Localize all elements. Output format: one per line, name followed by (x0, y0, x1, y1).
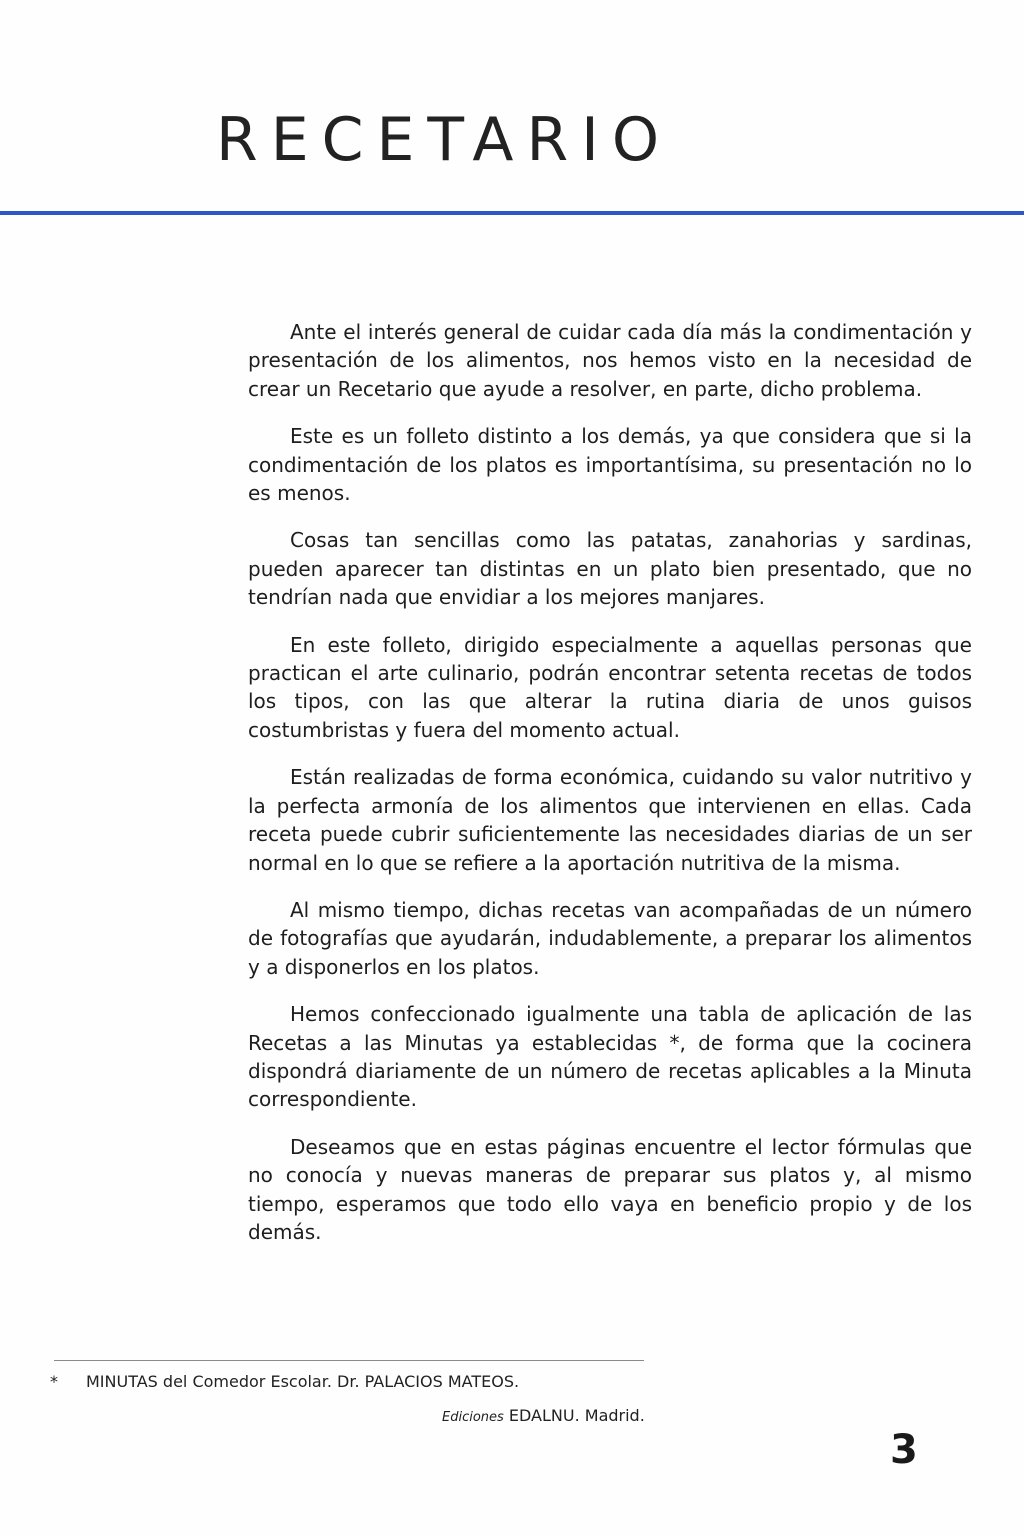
paragraph: Hemos confeccionado igualmente una tabla de aplicación de las Recetas a las Minutas ya establecidas *, de forma que la cocinera dispondrá diariamente de un número de recetas aplicables a la Minuta correspondiente. (248, 1002, 972, 1112)
paragraph: Al mismo tiempo, dichas recetas van acompañadas de un número de fotografías que ayudarán, indudablemente, a preparar los alimentos y a disponerlos en los platos. (248, 897, 972, 979)
body-text (248, 318, 972, 1265)
paragraph: Están realizadas de forma económica, cuidando su valor nutritivo y la perfecta armonía de los alimentos que intervienen en ellas. Cada receta puede cubrir suficientemente las necesidades diarias de un ser normal en lo que se refiere a la aportación nutritiva de la misma. (248, 765, 972, 875)
page-title: RECETARIO (216, 105, 673, 175)
footnote-divider (54, 1360, 644, 1361)
footnote (50, 1370, 650, 1394)
paragraph: En este folleto, dirigido especialmente a aquellas personas que practican el arte culinario, podrán encontrar setenta recetas de todos los tipos, con las que alterar la rutina diaria de unos guisos costumbristas y fuera del momento actual. (248, 632, 972, 742)
footnote-marker: * (50, 1372, 58, 1391)
page-number: 3 (890, 1427, 918, 1473)
title-underline (0, 211, 1024, 215)
paragraph: Cosas tan sencillas como las patatas, zanahorias y sardinas, pueden aparecer tan distintas en un plato bien presentado, que no tendrían nada que envidiar a los mejores manjares. (248, 528, 972, 610)
paragraph: Este es un folleto distinto a los demás, ya que considera que si la condimentación de los platos es importantísima, su presentación no lo es menos. (248, 424, 972, 506)
footnote-citation: MINUTAS del Comedor Escolar. Dr. PALACIOS MATEOS. (86, 1372, 520, 1391)
footnote-publisher-prefix: Ediciones (442, 1410, 504, 1425)
footnote-publisher-name: EDALNU. Madrid. (508, 1406, 645, 1425)
footnote-publisher (442, 1404, 645, 1430)
paragraph: Deseamos que en estas páginas encuentre el lector fórmulas que no conocía y nuevas maneras de preparar sus platos y, al mismo tiempo, esperamos que todo ello vaya en beneficio propio y de los demás. (248, 1134, 972, 1244)
paragraph: Ante el interés general de cuidar cada día más la condimentación y presentación de los alimentos, nos hemos visto en la necesidad de crear un Recetario que ayude a resolver, en parte, dicho problema. (248, 320, 972, 401)
